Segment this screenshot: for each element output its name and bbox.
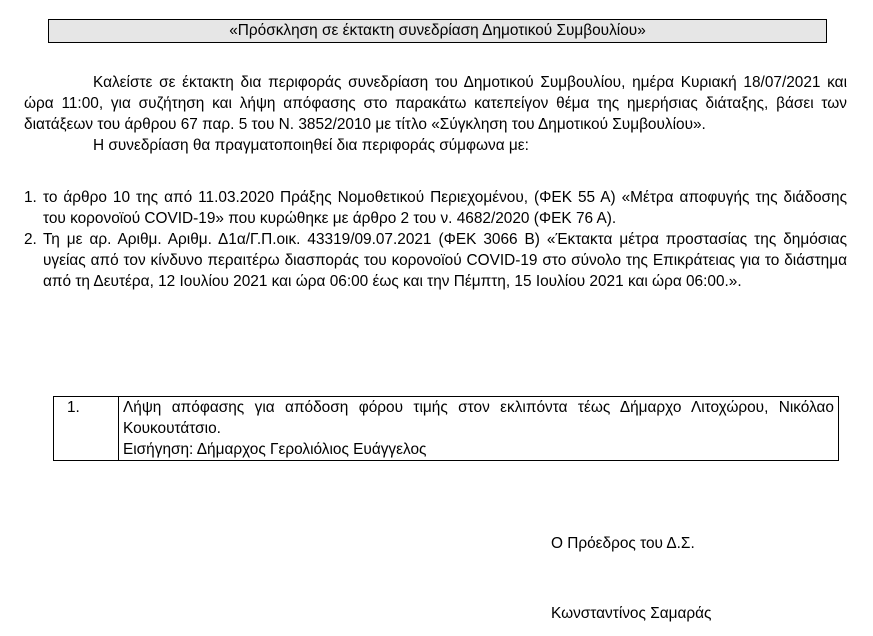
table-row (54, 397, 839, 461)
intro-paragraph: Καλείστε σε έκτακτη δια περιφοράς συνεδρίαση του Δημοτικού Συμβουλίου, ημέρα Κυριακή 18/07/2021 και ώρα 11:00, για συζήτηση και λήψη απόφασης στο παρακάτω κατεπείγον θέμα της ημερήσιας διάταξης, βάσει των διατάξεων του άρθρου 67 παρ. 5 του Ν. 3852/2010 με τίτλο «Σύγκληση του Δημοτικού Συμβουλίου». (24, 74, 847, 133)
signature-name: Κωνσταντίνος Σαμαράς (551, 605, 712, 622)
agenda-item-rapporteur: Εισήγηση: Δήμαρχος Γερολιόλιος Ευάγγελος (123, 441, 427, 458)
document-title: «Πρόσκληση σε έκτακτη συνεδρίαση Δημοτικού Συμβουλίου» (48, 19, 827, 43)
list-item (24, 187, 847, 229)
agenda-item-content (119, 397, 839, 461)
list-item-text: Τη με αρ. Αριθμ. Αριθμ. Δ1α/Γ.Π.οικ. 43319/09.07.2021 (ΦΕΚ 3066 Β) «Έκτακτα μέτρα προστασίας της δημόσιας υγείας από τον κίνδυνο περαιτέρω διασποράς του κορονοϊού COVID-19 στο σύνολο της Επικράτειας για το διάστημα από τη Δευτέρα, 12 Ιουλίου 2021 και ώρα 06:00 έως και την Πέμπτη, 15 Ιουλίου 2021 και ώρα 06:00.». (43, 231, 847, 290)
method-paragraph: Η συνεδρίαση θα πραγματοποιηθεί δια περιφοράς σύμφωνα με: (93, 137, 529, 154)
list-item-number: 1. (24, 189, 37, 206)
list-item-number: 2. (24, 231, 37, 248)
signature-title: Ο Πρόεδρος του Δ.Σ. (551, 535, 695, 552)
list-item-text: το άρθρο 10 της από 11.03.2020 Πράξης Νομοθετικού Περιεχομένου, (ΦΕΚ 55 Α) «Μέτρα αποφυγής της διάδοσης του κορονοϊού COVID-19» που κυρώθηκε με άρθρο 2 του ν. 4682/2020 (ΦΕΚ 76 Α). (43, 189, 847, 227)
list-item (24, 229, 847, 292)
legal-basis-list (24, 187, 847, 292)
agenda-table (53, 396, 839, 461)
agenda-item-number: 1. (54, 397, 119, 461)
intro-section (24, 72, 847, 156)
agenda-item-subject: Λήψη απόφασης για απόδοση φόρου τιμής στον εκλιπόντα τέως Δήμαρχο Λιτοχώρου, Νικόλαο Κουκουτάτσιο. (123, 399, 834, 437)
